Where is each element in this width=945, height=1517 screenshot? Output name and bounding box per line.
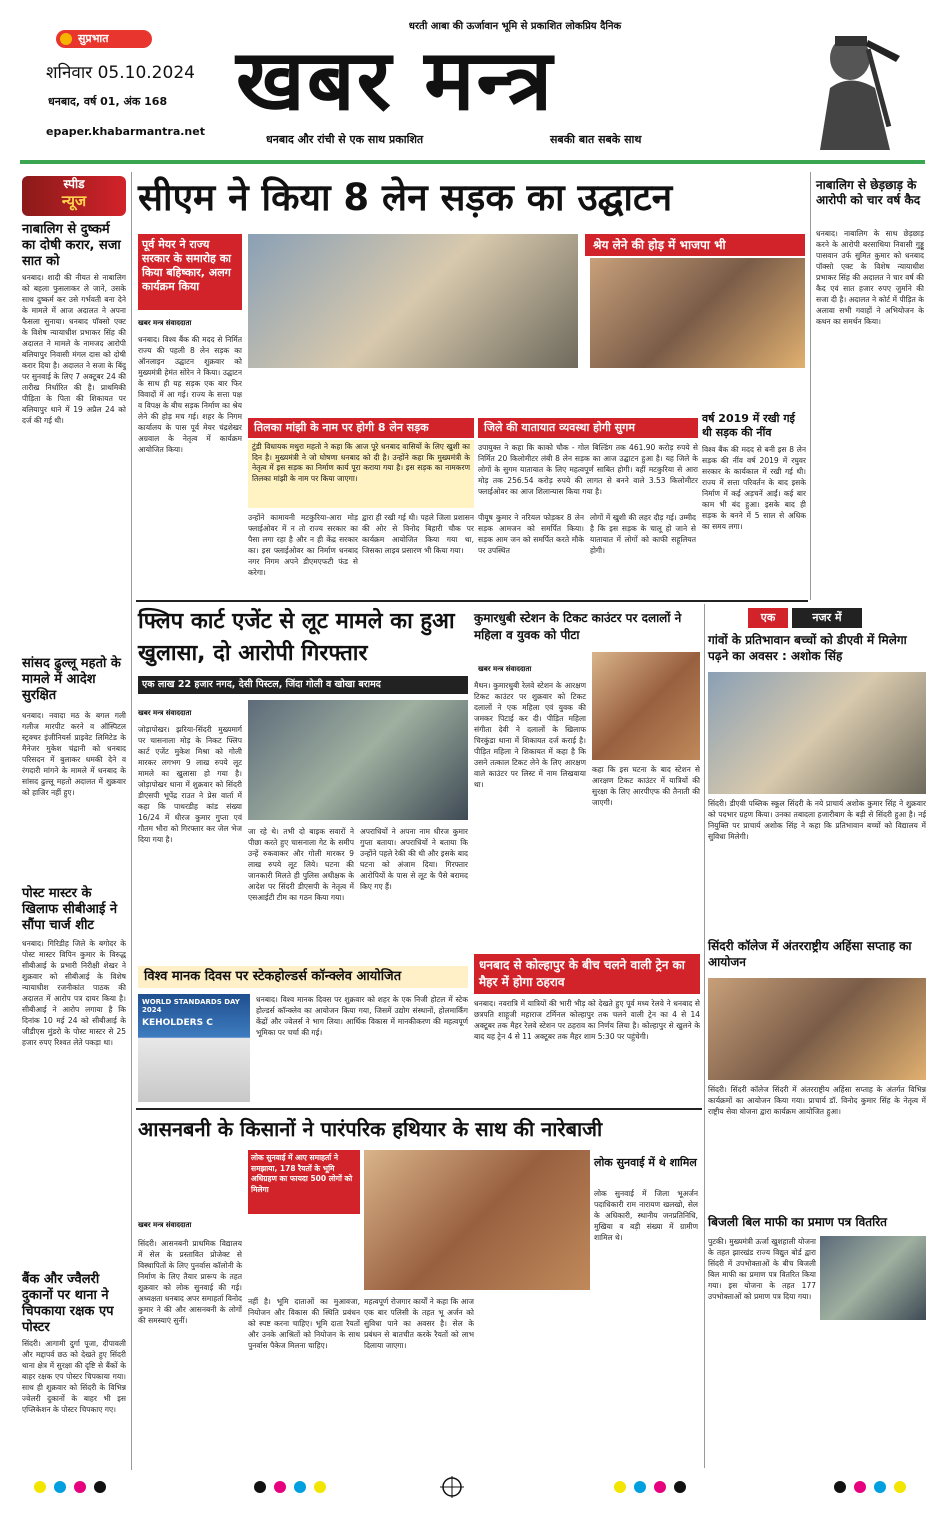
subtitle-right: सबकी बात सबके साथ bbox=[550, 133, 642, 146]
subtitle-left: धनबाद और रांची से एक साथ प्रकाशित bbox=[266, 133, 424, 146]
speed-news-badge: स्पीड न्यूज bbox=[22, 176, 126, 216]
left-column-divider bbox=[131, 172, 132, 1470]
standards-body: धनबाद। विश्व मानक दिवस पर शुक्रवार को शहर के एक निजी होटल में स्टेक होल्डर्स कॉन्क्लेव का आयोजन किया गया, जिसमें उद्योग संस्थानों, होलमार्किंग केंद्रों और ज्वेलर्स ने भाग लिया। आर्थिक विकास में मानकीकरण की महत्वपूर्ण भूमिका पर चर्चा की गई। bbox=[256, 995, 468, 1037]
farmers-red-box: लोक सुनवाई में आए समाहर्ता ने समझाया, 178 रैयतों के भूमि अधिग्रहण का फायदा 500 लोगों को मिलेगा bbox=[248, 1150, 360, 1214]
farmers-side-headline: लोक सुनवाई में थे शामिल bbox=[594, 1156, 697, 1169]
lead-body2: उन्होंने कामायनी मटकुरिया-आरा मोड़ फ्लाईओवर में न तो राज्य सरकार का पैसा लगा रहा है और न ही केंद्र सरकार का। इस फ्लाईओवर का निर्माण धनबाद नगर निगम अपने डीएमएफटी फंड से करेगा। bbox=[248, 513, 358, 577]
lead-right-headline: वर्ष 2019 में रखी गई थी सड़क की नींव bbox=[702, 412, 795, 439]
right-story1-body: धनबाद। नाबालिग के साथ छेड़छाड़ करने के आरोपी बरसाथिया निवासी गुड्डू पासवान उर्फ सुमित कुमार को धनबाद पॉक्सो एक्ट के विशेष न्यायाधीश प्रभाकर सिंह की अदालत ने चार वर्ष की कैद एवं सात हजार रुपए जुर्माने की सजा दी है। अदालत ने कोर्ट में पीड़ित के अलावा सभी गवाहों ने अभियोजन के कथन का समर्थन किया। bbox=[816, 229, 924, 326]
miner-statue-image bbox=[780, 18, 912, 150]
flipkart-body2: जा रहे थे। तभी दो बाइक सवारों ने पीछा करते हुए चासनाला गेट के समीप उन्हें रुकवाकर और गोली मारकर 9 लाख रुपये लूट लिये। घटना की जानकारी मिलते ही पुलिस अधीक्षक के आदेश पर सिंदरी डीएसपी के नेतृत्व में एसआईटी टीम का गठन किया गया। bbox=[248, 827, 354, 902]
lead-headline: सीएम ने किया 8 लेन सड़क का उद्घाटन bbox=[138, 176, 673, 219]
left-story4-body: सिंदरी। आगामी दुर्गा पूजा, दीपावली और मद्दापर्व छठ को देखते हुए सिंदरी थाना क्षेत्र में सुरक्षा की दृष्टि से बैंकों के बाहर रक्षक एप पोस्टर चिपकाया गया। साथ ही शुक्रवार को सिंदरी के विभिन्न ज्वेलरी दुकानों के बाहर भी इस एप्लिकेशन के पोस्टर चिपकाए गए। bbox=[22, 1339, 126, 1414]
standards-photo-caption2: KEHOLDERS C bbox=[142, 1018, 213, 1028]
dalal-body: मैथन। कुमारधुबी रेलवे स्टेशन के आरक्षण टिकट काउंटर पर शुक्रवार को टिकट दलालों ने एक महिला एवं युवक की जमकर पिटाई कर दी। पीड़ित महिला संगीता देवी ने दलालों के खिलाफ चिरकुंडा थाना में शिकायत दर्ज कराई है। पीड़ित महिला ने शिकायत में कहा है कि उसने तत्काल टिकट लेने के लिए आरक्षण वाले काउंटर पर लिस्ट में नाम लिखवाया था। bbox=[474, 681, 586, 789]
flipkart-body3: अपराधियों ने अपना नाम धीरज कुमार गुप्ता बताया। अपराधियों ने बताया कि उन्होंने पहले रेकी की थी और इसके बाद घटना को अंजाम दिया। गिरफ्तार आरोपियों के पास से लूट के पैसे बरामद किए गए हैं। bbox=[360, 827, 468, 891]
tilka-headline: तिलका मांझी के नाम पर होगी 8 लेन सड़क bbox=[248, 418, 474, 438]
rightmid-story-body: सिंदरी। डीएवी पब्लिक स्कूल सिंदरी के नये प्राचार्य अशोक कुमार सिंह ने शुक्रवार को पदभार ग्रहण किया। उनका तबादला हजारीबाग के बड़ी से सिंदरी हुआ है। नई नियुक्ति पर प्राचार्य अशोक सिंह ने कहा कि प्रतिभावान बच्चों को विद्यालय में सुविधा मिलेगी। bbox=[708, 799, 926, 841]
traffic-body: उपायुक्त ने कहा कि काको चौक - गोल बिल्डिंग तक 461.90 करोड़ रुपये से निर्मित 20 किलोमीटर लंबी 8 लेन सड़क का आज उद्घाटन हुआ है। यह जिले के लोगों के सुगम यातायात के लिए महत्वपूर्ण साबित होगी। वहीं मटकुरिया से आरा मोड़ तक 256.54 करोड़ रुपये की लागत से बनने वाले 3.53 किलोमीटर फ्लाईओवर का आज शिलान्यास किया गया है। bbox=[478, 443, 698, 496]
lead-byline: खबर मन्त्र संवाददाता bbox=[138, 319, 192, 327]
issue-date: शनिवार 05.10.2024 bbox=[46, 63, 195, 83]
left-story3-headline: पोस्ट मास्टर के खिलाफ सीबीआई ने सौंपा चार्ज शीट bbox=[22, 886, 118, 933]
lead-photo-cm-event bbox=[248, 234, 578, 368]
dalal-body2: कहा कि इस घटना के बाद स्टेशन से आरक्षण टिकट काउंटर में यात्रियों की सुरक्षा के लिए आरपीएफ की तैनाती की जाएगी। bbox=[592, 765, 700, 807]
train-headline: धनबाद से कोल्हापुर के बीच चलने वाली ट्रेन का मैहर में होगा ठहराव bbox=[474, 954, 700, 994]
farmers-body3: महत्वपूर्ण रोजगार कार्यों ने कहा कि आज एक बार पलिसी के तहत भू अर्जन को सुविधा पाने का अवसर है। सेल के प्रबंधन से बातचीत करके रैयतों को लाभ दिलाया जाएगा। bbox=[364, 1297, 474, 1350]
train-body: धनबाद। नवरात्रि में यात्रियों की भारी भीड़ को देखते हुए पूर्व मध्य रेलवे ने धनबाद से छत्रपति शाहूजी महाराज टर्मिनल कोल्हापुर तक चलने वाली ट्रेन का 4 से 14 अक्टूबर तक मैहर रेलवे स्टेशन पर ठहराव का निर्णय लिया है। कोल्हापुर से खुलने के बाद यह ट्रेन 4 से 11 अक्टूबर तक मैहर शाम 5:30 पर पहुंचेगी। bbox=[474, 999, 700, 1041]
left-story1-body: धनबाद। शादी की नीयत से नाबालिग को बहला फुसलाकर ले जाने, उसके साथ दुष्कर्म कर उसे गर्भवती बना देने के मामले में आज अदालत ने अपना फैसला सुनाया। धनबाद पॉक्सो एक्ट के विशेष न्यायाधीश प्रभाकर सिंह की अदालत ने मामले के नामजद आरोपी बलियापुर निवासी मंगल दास को दोषी करार दिया है। अदालत ने सजा के बिंदु पर सुनवाई के लिए 7 अक्टूबर 24 की तारीख निर्धारित की है। प्राथमिकी पीड़िता के पिता की शिकायत पर बलियापुर थाने में 19 अप्रैल 24 को दर्ज की गई थी। bbox=[22, 273, 126, 425]
standards-photo bbox=[138, 994, 250, 1102]
lead-body3: द्वारा ही रखी गई थी। पहले जिला प्रशासन की ओर से विनोद बिहारी चौक पर कार्यक्रम आयोजित किया गया था, जिसका लाइव प्रसारण भी किया गया। bbox=[362, 513, 474, 555]
farmers-byline: खबर मन्त्र संवाददाता bbox=[138, 1221, 192, 1229]
farmers-photo bbox=[364, 1150, 590, 1290]
left-story2-headline: सांसद ढुल्लू महतो के मामले में आदेश सुरक्षित bbox=[22, 656, 121, 703]
standards-headline: विश्व मानक दिवस पर स्टेकहोल्डर्स कॉन्क्लेव आयोजित bbox=[138, 966, 468, 988]
rightmid-story2-headline: सिंदरी कॉलेज में अंतरराष्ट्रीय अहिंसा सप्ताह का आयोजन bbox=[708, 939, 912, 969]
traffic-headline: जिले की यातायात व्यवस्था होगी सुगम bbox=[478, 418, 698, 438]
farmers-headline: आसनबनी के किसानों ने पारंपरिक हथियार के साथ की नारेबाजी bbox=[138, 1117, 603, 1141]
dalal-byline: खबर मन्त्र संवाददाता bbox=[478, 665, 532, 673]
rightmid-story3-headline: बिजली बिल माफी का प्रमाण पत्र वितरित bbox=[708, 1215, 887, 1229]
rightmid-story-headline: गांवों के प्रतिभावान बच्चों को डीएवी में मिलेगा पढ़ने का अवसर : अशोक सिंह bbox=[708, 633, 907, 663]
flipkart-byline: खबर मन्त्र संवाददाता bbox=[138, 709, 192, 717]
lead-body: धनबाद। विश्व बैंक की मदद से निर्मित राज्य की पहली 8 लेन सड़क का ऑनलाइन उद्घाटन शुक्रवार को मुख्यमंत्री हेमंत सोरेन ने किया। उद्घाटन के साथ ही यह सड़क एक बार फिर विवादों में आ गई। राज्य के सत्ता पक्ष व विपक्ष के बीच सड़क निर्माण का श्रेय लेने की होड़ मच गई। शहर के निगम कार्यालय के पास पूर्व मेयर चंद्रशेखर अग्रवाल के नेतृत्व में कार्यक्रम आयोजित किया। bbox=[138, 335, 242, 454]
rightmid-story3-body: पुटकी। मुख्यमंत्री ऊर्जा खुशहाली योजना के तहत झारखंड राज्य विद्युत बोर्ड द्वारा सिंदरी में उपभोक्ताओं के बीच बिजली बिल माफी का प्रमाण पत्र वितरित किया गया। इस योजना के तहत 177 उपभोक्ताओं को प्रमाण पत्र दिया गया। bbox=[708, 1237, 816, 1301]
tilka-body: टुंडी विधायक मथुरा महतो ने कहा कि आज पूरे धनबाद वासियों के लिए खुशी का दिन है। मुख्यमंत्री ने जो घोषणा धनबाद को दी है। उन्होंने कहा कि मुख्यमंत्री के नेतृत्व में इस सड़क का निर्माण कार्य पूरा कराया गया है। इस सड़क का नामकरण तिलका मांझी के नाम पर किया जाएगा। bbox=[248, 440, 474, 508]
rightmid-story2-body: सिंदरी। सिंदरी कॉलेज सिंदरी में अंतरराष्ट्रीय अहिंसा सप्ताह के अंतर्गत विभिन्न कार्यक्रमों का आयोजन किया गया। प्राचार्य डॉ. विनोद कुमार सिंह के नेतृत्व में राष्ट्रीय सेवा योजना द्वारा कार्यक्रम आयोजित हुआ। bbox=[708, 1085, 926, 1116]
rightmid-college-photo bbox=[708, 978, 926, 1080]
flipkart-strap: एक लाख 22 हजार नगद, देसी पिस्टल, जिंदा गोली व खोखा बरामद bbox=[138, 676, 468, 694]
flipkart-body1: जोड़ापोखर। झरिया-सिंदरी मुख्यमार्ग पर चासनाला मोड़ के निकट फ्लिप कार्ट एजेंट मुकेश मिश्रा को गोली मारकर लगभग 9 लाख रुपये लूट मामले का खुलासा हो गया है। जोड़ापोखर थाना में शुक्रवार को सिंदरी डीएसपी भूपेंद्र राउत ने प्रेस वार्ता में कहा कि पाथरडीह कांड संख्या 16/24 में धीरज कुमार गुप्ता एवं गौतम भौरा को गिरफ्तार कर जेल भेज दिया गया है। bbox=[138, 725, 242, 844]
dalal-photo bbox=[592, 652, 700, 760]
left-story1-headline: नाबालिग से दुष्कर्म का दोषी करार, सजा सात को bbox=[22, 222, 121, 269]
left-story4-headline: बैंक और ज्वैलरी दुकानों पर थाना ने चिपकाया रक्षक एप पोस्टर bbox=[22, 1272, 114, 1335]
flipkart-headline: फ्लिप कार्ट एजेंट से लूट मामले का हुआ खुलासा, दो आरोपी गिरफ्तार bbox=[138, 609, 455, 666]
brand-badge: सुप्रभात bbox=[56, 30, 152, 48]
farmers-body2: नहीं है। भूमि दाताओं का मुआवजा, नियोजन और विकास की स्थिति प्रबंधन को स्पष्ट करना चाहिए। भूमि दाता रैयतों और उनके आश्रितों को नियोजन के साथ पुनर्वास पैकेज मिलना चाहिए। bbox=[248, 1297, 360, 1350]
rightmid-group-photo bbox=[708, 672, 926, 794]
left-story3-body: धनबाद। गिरिडीह जिले के बगोदर के पोस्ट मास्टर विपिन कुमार के विरुद्ध सीबीआई के प्रभारी निरीक्षी शेखर ने शुक्रवार को सीबीआई के विशेष न्यायाधीश रजनीकांत पाठक की अदालत में आरोप पत्र दायर किया है। सीबीआई ने आरोप लगाया है कि दिनांक 10 मई 24 को सीबीआई के जीडीएस मुंडरो के पोस्ट मास्टर से 25 हजार रुपए रिश्वत लेते पकड़ा था। bbox=[22, 939, 126, 1047]
rightmid-bill-photo bbox=[820, 1236, 926, 1320]
farmers-body: सिंदरी। आसनबनी प्राथमिक विद्यालय में सेल के प्रस्तावित प्रोजेक्ट से विस्थापितों के लिए पुनर्वास कॉलोनी के निर्माण के लिए तैयार प्रारूप के तहत शुक्रवार को लोक सुनवाई की गई। अध्यक्षता धनबाद अपर समाहर्ता विनोद कुमार ने की और आसनबनी के लोगों की समस्याएं सुनीं। bbox=[138, 1239, 242, 1325]
sun-icon bbox=[60, 33, 72, 45]
traffic-body2: पीयूष कुमार ने नरियल फोड़कर 8 लेन सड़क आमजन को समर्पित किया। सड़क आम जन को समर्पित करते मौके पर उपस्थित bbox=[478, 513, 584, 555]
tagline-top: धरती आबा की ऊर्जावान भूमि से प्रकाशित लोकप्रिय दैनिक bbox=[408, 21, 622, 32]
ek-nazar-banner bbox=[708, 608, 926, 628]
mid-bottom-rule bbox=[136, 1108, 702, 1110]
rightmid-divider bbox=[704, 604, 705, 1468]
ek-nazar-label-a: एक bbox=[748, 608, 788, 628]
left-story2-body: धनबाद। नवादा मठ के बगल गली गलीज मारपीट करने व ऑस्पिटल स्ट्रक्चर इंजीनियर्स प्राइवेट लिमिटेड के मैनेजर मुकेश चंद्रानी को धनबाद परिसदन में बुलाकर धमकी देने व रंगदारी मांगने के मामले में धनबाद के सांसद ढुल्लू महतो अदालत में शुक्रवार को हाजिर नहीं हुए। bbox=[22, 711, 126, 797]
footer-color-marks bbox=[20, 1476, 925, 1498]
traffic-body3: लोगों में खुशी की लहर दौड़ गई। उम्मीद है कि इस सड़क के चालू हो जाने से यातायात में लोगों को काफी सहूलियत होगी। bbox=[590, 513, 696, 555]
lead-sub1-box: पूर्व मेयर ने राज्य सरकार के समारोह का किया बहिष्कार, अलग कार्यक्रम किया bbox=[138, 234, 242, 310]
lead-right-body: विश्व बैंक की मदद से बनी इस 8 लेन सड़क की नींव वर्ष 2019 में रघुवर सरकार के कार्यकाल में रखी गई थी। राज्य में सत्ता परिवर्तन के बाद इसके निर्माण में कई अड़चनें आईं। कई बार काम भी बंद हुआ। इसके बाद ही सड़क के बनने में 5 साल से अधिक का समय लगा। bbox=[702, 445, 806, 531]
right-column-divider bbox=[810, 172, 811, 600]
lead-sub2-box: श्रेय लेने की होड़ में भाजपा भी bbox=[585, 234, 805, 256]
ek-nazar-label-b: नजर में bbox=[792, 608, 862, 628]
flipkart-photo bbox=[248, 700, 468, 820]
website-link[interactable]: epaper.khabarmantra.net bbox=[46, 125, 205, 138]
standards-photo-caption: WORLD STANDARDS DAY 2024 bbox=[142, 998, 240, 1014]
lead-photo-bjp bbox=[590, 258, 805, 368]
farmers-side-body: लोक सुनवाई में जिला भूअर्जन पदाधिकारी राम नारायण खलखो, सेल के अधिकारी, स्थानीय जनप्रतिनिधि, मुखिया व बड़ी संख्या में ग्रामीण शामिल थे। bbox=[594, 1189, 698, 1242]
dalal-headline: कुमारधुबी स्टेशन के टिकट काउंटर पर दलालों ने महिला व युवक को पीटा bbox=[474, 611, 682, 642]
right-story1-headline: नाबालिग से छेड़छाड़ के आरोपी को चार वर्ष कैद bbox=[816, 178, 921, 207]
edition-info: धनबाद, वर्ष 01, अंक 168 bbox=[48, 95, 168, 108]
lead-bottom-rule bbox=[136, 600, 808, 602]
masthead-rule bbox=[20, 160, 925, 164]
masthead-title: खबर मन्त्र bbox=[236, 30, 555, 129]
